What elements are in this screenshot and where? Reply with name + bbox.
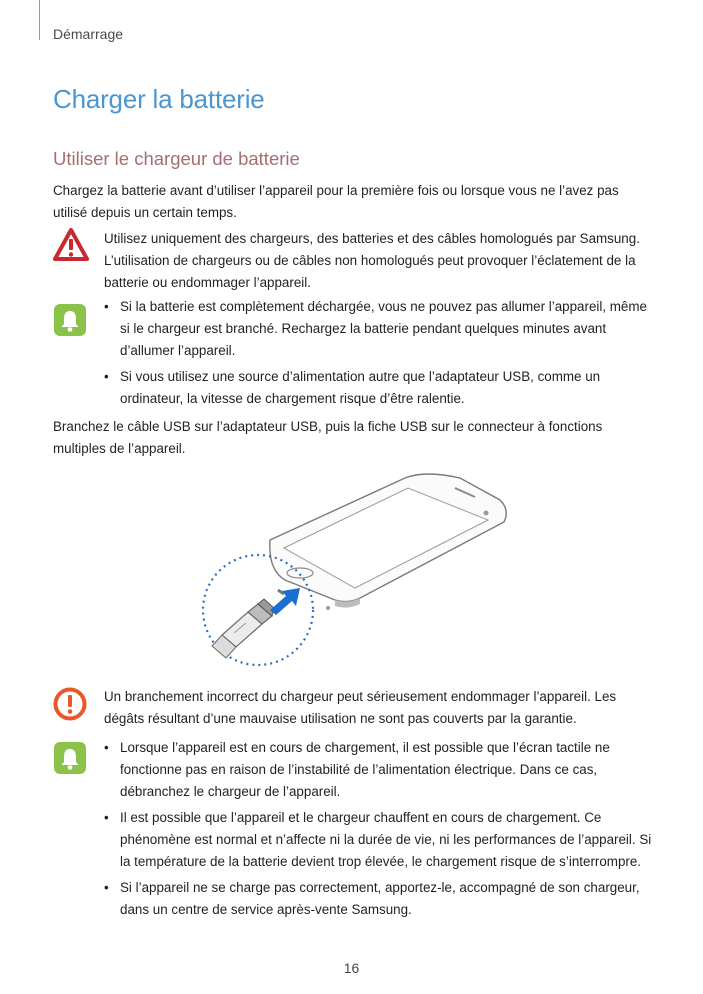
bullet-marker: • (104, 740, 109, 755)
header-divider (39, 0, 40, 40)
bullet-marker: • (104, 880, 109, 895)
caution-text: Un branchement incorrect du chargeur peut sérieusement endommager l’appareil. Les dégâts résultant d’une mauvaise utilisation ne sont pas couverts par la garantie. (104, 689, 617, 726)
list-item: • Si vous utilisez une source d’alimentation autre que l’adaptateur USB, comme un ordinateur, la vitesse de chargement risque d’être ralentie. (104, 366, 652, 410)
note-list-1 (104, 296, 652, 414)
list-item: • Lorsque l’appareil est en cours de chargement, il est possible que l’écran tactile ne fonctionne pas en raison de l’instabilité de l’alimentation électrique. Dans ce cas, débranchez le chargeur de l’appareil. (104, 737, 652, 803)
bell-icon (53, 303, 87, 337)
bullet-marker: • (104, 369, 109, 384)
list-item: • Si la batterie est complètement déchargée, vous ne pouvez pas allumer l’appareil, même si le chargeur est branché. Rechargez la batterie pendant quelques minutes avant d’allumer l’appareil. (104, 296, 652, 362)
section-subtitle: Utiliser le chargeur de batterie (53, 148, 300, 169)
phone-image (270, 474, 506, 610)
instruction-paragraph: Branchez le câble USB sur l’adaptateur USB, puis la fiche USB sur le connecteur à fonctions multiples de l’appareil. (53, 419, 603, 456)
arrow-icon (270, 588, 300, 615)
warning-text: Utilisez uniquement des chargeurs, des batteries et des câbles homologués par Samsung. L’utilisation de chargeurs ou de câbles non homologués peut provoquer l’éclatement de la batterie ou endommager l’appareil. (104, 231, 640, 290)
page-title: Charger la batterie (53, 84, 265, 114)
bullet-marker: • (104, 810, 109, 825)
usb-plug-image (212, 599, 274, 658)
bell-icon (53, 741, 87, 775)
intro-paragraph: Chargez la batterie avant d’utiliser l’appareil pour la première fois ou lorsque vous ne l’avez pas utilisé depuis un certain temps. (53, 183, 619, 220)
note-list-2 (104, 737, 652, 925)
exclamation-circle-icon (53, 687, 87, 721)
list-item: • Si l’appareil ne se charge pas correctement, apportez-le, accompagné de son chargeur, dans un centre de service après-vente Samsung. (104, 877, 652, 921)
bullet-marker: • (104, 299, 109, 314)
list-item: • Il est possible que l’appareil et le chargeur chauffent en cours de chargement. Ce phénomène est normal et n’affecte ni la durée de vie, ni les performances de l’appareil. Si la température de la batterie devient trop élevée, le chargement risque de s’interrompre. (104, 807, 652, 873)
charging-illustration (200, 470, 510, 670)
warning-triangle-icon (53, 228, 89, 262)
page-number: 16 (343, 960, 360, 976)
section-header: Démarrage (53, 26, 124, 42)
